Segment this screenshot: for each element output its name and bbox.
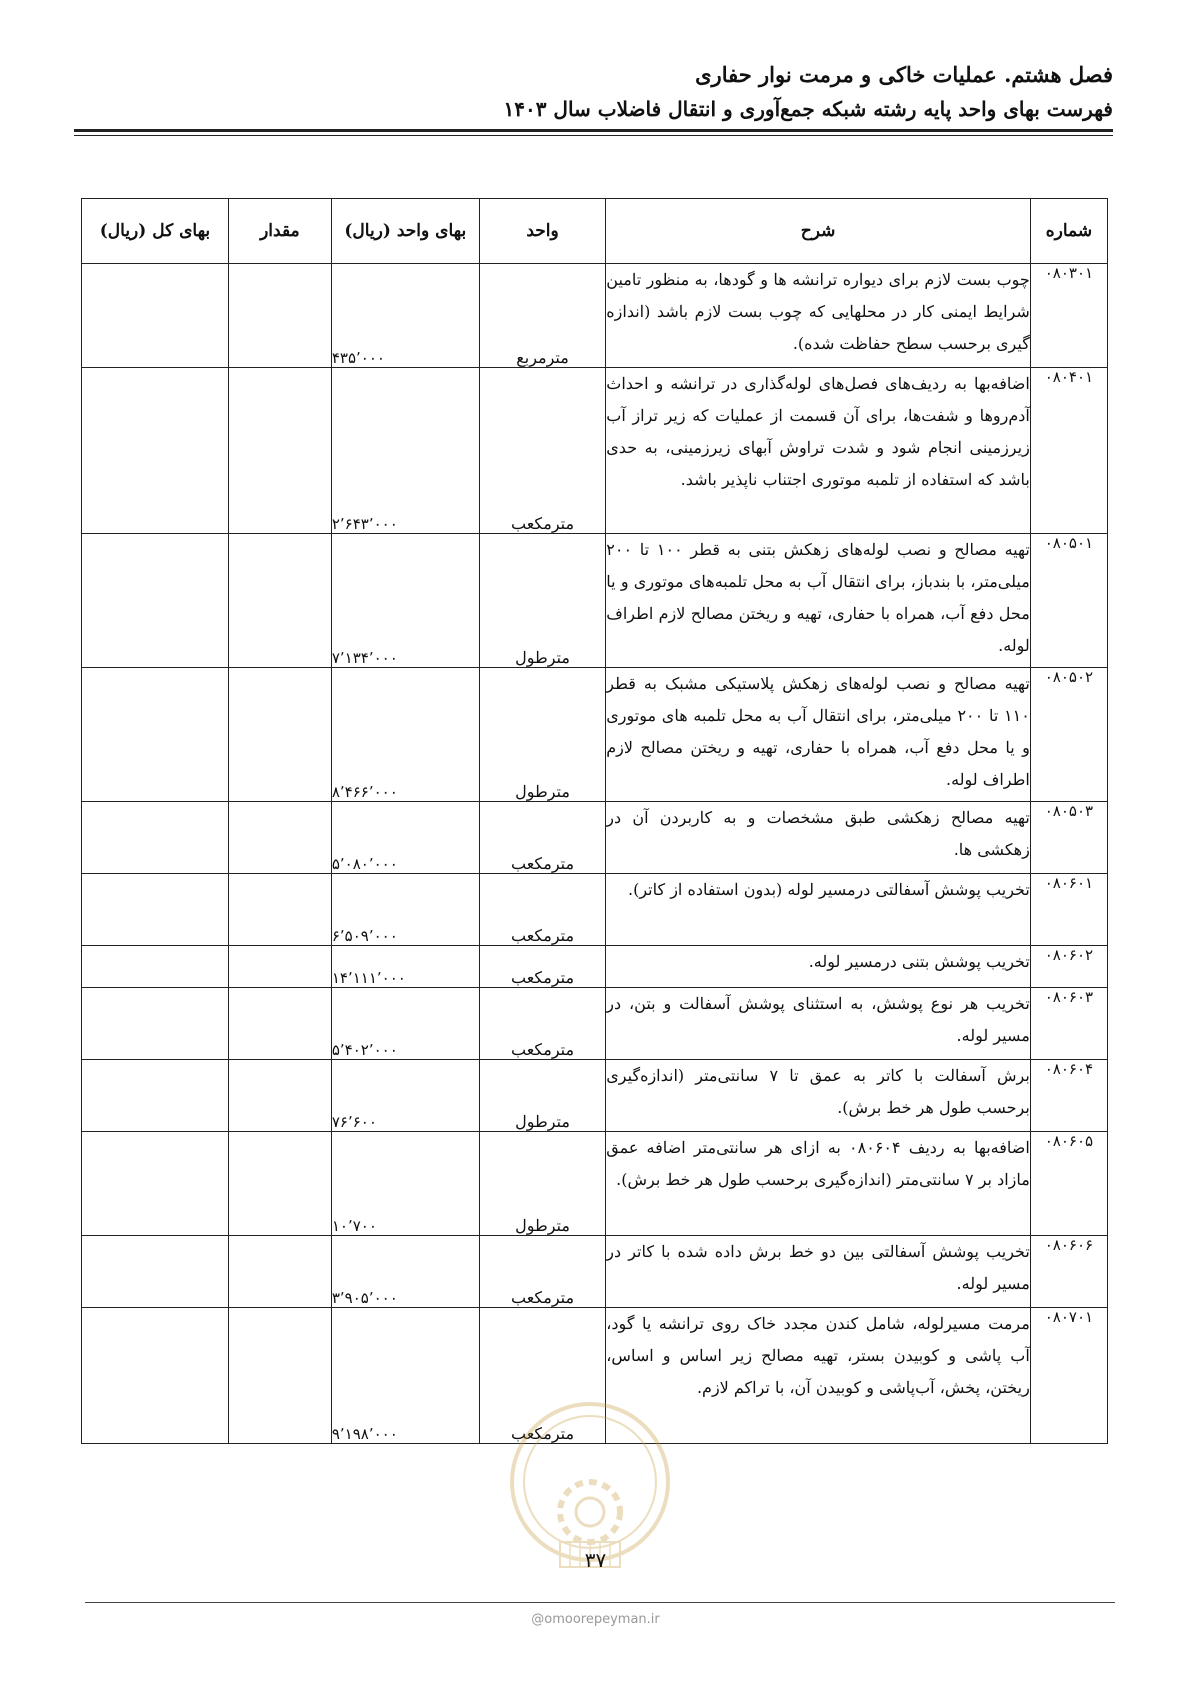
item-unit: مترطول — [479, 534, 606, 668]
item-quantity — [228, 368, 331, 534]
item-number: ۰۸۰۶۰۳ — [1030, 988, 1107, 1060]
item-description: تخریب پوشش آسفالتی بین دو خط برش داده شده با کاتر در مسیر لوله. — [606, 1236, 1031, 1308]
item-description: تخریب پوشش بتنی درمسیر لوله. — [606, 946, 1031, 988]
item-total-price — [82, 534, 229, 668]
item-number: ۰۸۰۷۰۱ — [1030, 1308, 1107, 1444]
table-row — [82, 668, 1108, 802]
item-unit-price: ۵٬۰۸۰٬۰۰۰ — [331, 802, 479, 874]
item-quantity — [228, 946, 331, 988]
item-unit: مترمکعب — [479, 802, 606, 874]
item-unit: مترطول — [479, 1132, 606, 1236]
item-unit-price: ۷٬۱۳۴٬۰۰۰ — [331, 534, 479, 668]
item-number: ۰۸۰۳۰۱ — [1030, 264, 1107, 368]
item-unit: مترمکعب — [479, 368, 606, 534]
item-total-price — [82, 1236, 229, 1308]
item-unit: مترمکعب — [479, 1308, 606, 1444]
table-row — [82, 1060, 1108, 1132]
item-unit: مترمربع — [479, 264, 606, 368]
header-rule-thin — [74, 135, 1113, 136]
column-header-quantity: مقدار — [228, 199, 331, 264]
item-quantity — [228, 988, 331, 1060]
item-unit-price: ۱۰٬۷۰۰ — [331, 1132, 479, 1236]
header-rule-thick — [74, 129, 1113, 132]
item-description: تخریب پوشش آسفالتی درمسیر لوله (بدون استفاده از کاتر). — [606, 874, 1031, 946]
item-total-price — [82, 1132, 229, 1236]
item-total-price — [82, 264, 229, 368]
table-row — [82, 874, 1108, 946]
table-row — [82, 802, 1108, 874]
column-header-number: شماره — [1030, 199, 1107, 264]
item-total-price — [82, 1308, 229, 1444]
item-total-price — [82, 874, 229, 946]
item-total-price — [82, 802, 229, 874]
column-header-unit-price: بهای واحد (ریال) — [331, 199, 479, 264]
item-number: ۰۸۰۶۰۲ — [1030, 946, 1107, 988]
item-total-price — [82, 1060, 229, 1132]
page-number: ۳۷ — [584, 1548, 607, 1572]
item-description: تخریب هر نوع پوشش، به استثنای پوشش آسفالت و بتن، در مسیر لوله. — [606, 988, 1031, 1060]
chapter-title: فصل هشتم. عملیات خاکی و مرمت نوار حفاری — [695, 62, 1113, 87]
item-number: ۰۸۰۵۰۱ — [1030, 534, 1107, 668]
item-quantity — [228, 1060, 331, 1132]
item-quantity — [228, 802, 331, 874]
table-row — [82, 988, 1108, 1060]
item-unit-price: ۱۴٬۱۱۱٬۰۰۰ — [331, 946, 479, 988]
item-quantity — [228, 1308, 331, 1444]
item-total-price — [82, 946, 229, 988]
item-unit-price: ۵٬۴۰۲٬۰۰۰ — [331, 988, 479, 1060]
item-number: ۰۸۰۶۰۶ — [1030, 1236, 1107, 1308]
item-number: ۰۸۰۵۰۲ — [1030, 668, 1107, 802]
footer-rule — [85, 1602, 1115, 1603]
table-row — [82, 534, 1108, 668]
column-header-total-price: بهای کل (ریال) — [82, 199, 229, 264]
table-row — [82, 264, 1108, 368]
item-unit-price: ۸٬۴۶۶٬۰۰۰ — [331, 668, 479, 802]
item-unit-price: ۳٬۹۰۵٬۰۰۰ — [331, 1236, 479, 1308]
item-total-price — [82, 668, 229, 802]
item-unit: مترطول — [479, 668, 606, 802]
item-total-price — [82, 368, 229, 534]
item-unit: مترطول — [479, 1060, 606, 1132]
column-header-unit: واحد — [479, 199, 606, 264]
item-description: مرمت مسیرلوله، شامل کندن مجدد خاک روی ترانشه یا گود، آب پاشی و کوبیدن بستر، تهیه مصالح زیر اساس و اساس، ریختن، پخش، آب‌پاشی و کوبیدن آن، با تراکم لازم. — [606, 1308, 1031, 1444]
item-unit-price: ۲٬۶۴۳٬۰۰۰ — [331, 368, 479, 534]
table-row — [82, 946, 1108, 988]
item-number: ۰۸۰۶۰۱ — [1030, 874, 1107, 946]
table-row — [82, 1236, 1108, 1308]
price-list-table — [81, 198, 1108, 1444]
page-header — [78, 58, 1113, 126]
item-total-price — [82, 988, 229, 1060]
item-number: ۰۸۰۴۰۱ — [1030, 368, 1107, 534]
item-unit-price: ۴۳۵٬۰۰۰ — [331, 264, 479, 368]
item-unit-price: ۷۶٬۶۰۰ — [331, 1060, 479, 1132]
item-unit: مترمکعب — [479, 988, 606, 1060]
item-quantity — [228, 1132, 331, 1236]
item-number: ۰۸۰۵۰۳ — [1030, 802, 1107, 874]
item-description: تهیه مصالح و نصب لوله‌های زهکش بتنی به قطر ۱۰۰ تا ۲۰۰ میلی‌متر، با بندباز، برای انتقال آب به محل تلمبه‌های موتوری و یا محل دفع آب، همراه با حفاری، تهیه و ریختن مصالح لازم اطراف لوله. — [606, 534, 1031, 668]
table-header-row — [82, 199, 1108, 264]
item-unit-price: ۹٬۱۹۸٬۰۰۰ — [331, 1308, 479, 1444]
column-header-description: شرح — [606, 199, 1031, 264]
table-row — [82, 368, 1108, 534]
item-description: برش آسفالت با کاتر به عمق تا ۷ سانتی‌متر (اندازه‌گیری برحسب طول هر خط برش). — [606, 1060, 1031, 1132]
item-quantity — [228, 264, 331, 368]
item-number: ۰۸۰۶۰۵ — [1030, 1132, 1107, 1236]
item-number: ۰۸۰۶۰۴ — [1030, 1060, 1107, 1132]
item-description: اضافه‌بها به ردیف ۰۸۰۶۰۴ به ازای هر سانتی‌متر اضافه عمق مازاد بر ۷ سانتی‌متر (اندازه‌گیری برحسب طول هر خط برش). — [606, 1132, 1031, 1236]
table-row — [82, 1132, 1108, 1236]
item-description: تهیه مصالح و نصب لوله‌های زهکش پلاستیکی مشبک به قطر ۱۱۰ تا ۲۰۰ میلی‌متر، برای انتقال آب به محل تلمبه های موتوری و یا محل دفع آب، همراه با حفاری، تهیه و ریختن مصالح لازم اطراف لوله. — [606, 668, 1031, 802]
document-title: فهرست بهای واحد پایه رشته شبکه جمع‌آوری و انتقال فاضلاب سال ۱۴۰۳ — [503, 97, 1113, 121]
item-description: چوب بست لازم برای دیواره ترانشه ها و گودها، به منظور تامین شرایط ایمنی کار در محلهایی که چوب بست لازم باشد (اندازه گیری برحسب سطح حفاظت شده). — [606, 264, 1031, 368]
item-unit: مترمکعب — [479, 946, 606, 988]
table-row — [82, 1308, 1108, 1444]
item-unit: مترمکعب — [479, 1236, 606, 1308]
item-description: اضافه‌بها به ردیف‌های فصل‌های لوله‌گذاری در ترانشه و احداث آدم‌روها و شفت‌ها، برای آن قسمت از عملیات که زیر تراز آب زیرزمینی انجام شود و شدت تراوش آبهای زیرزمینی، به حدی باشد که استفاده از تلمبه موتوری اجتناب ناپذیر باشد. — [606, 368, 1031, 534]
item-unit-price: ۶٬۵۰۹٬۰۰۰ — [331, 874, 479, 946]
item-quantity — [228, 534, 331, 668]
item-quantity — [228, 874, 331, 946]
item-quantity — [228, 668, 331, 802]
item-unit: مترمکعب — [479, 874, 606, 946]
item-quantity — [228, 1236, 331, 1308]
footer-watermark-url: @omoorepeyman.ir — [531, 1612, 660, 1627]
item-description: تهیه مصالح زهکشی طبق مشخصات و به کاربردن آن در زهکشی ها. — [606, 802, 1031, 874]
